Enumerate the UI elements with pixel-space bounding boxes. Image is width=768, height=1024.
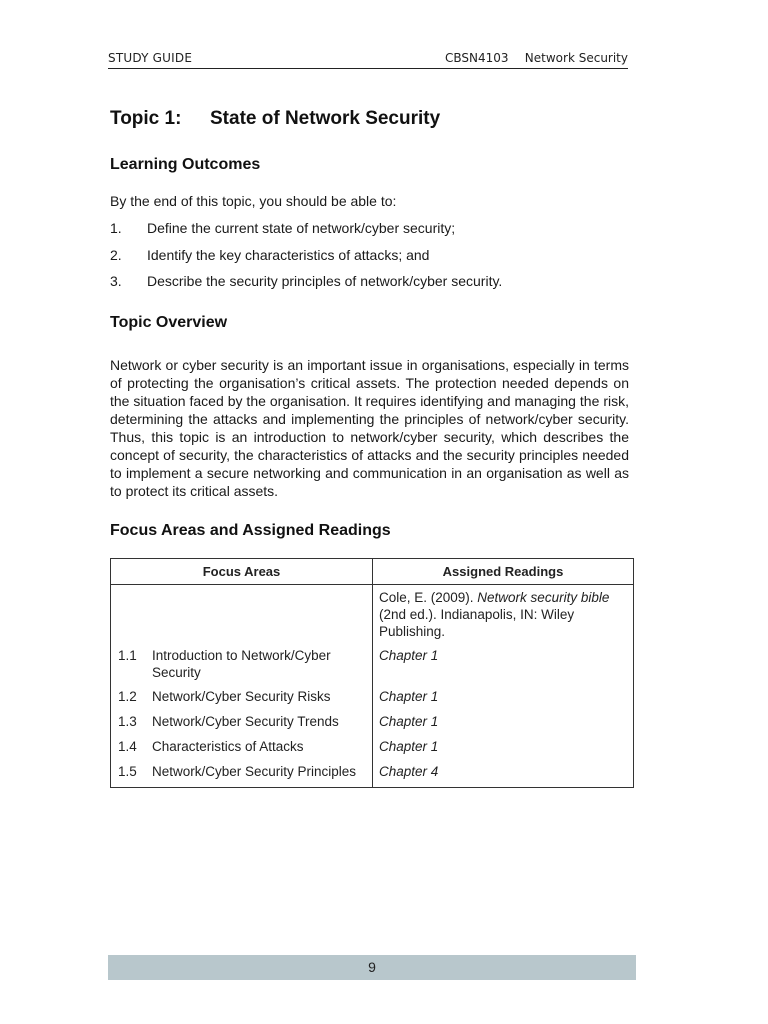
topic-name: State of Network Security xyxy=(210,108,441,129)
citation-author: Cole, E. (2009). xyxy=(379,590,478,605)
page-number: 9 xyxy=(368,959,376,975)
outcome-item xyxy=(110,247,630,274)
focus-area-row xyxy=(111,713,372,738)
outcome-number: 1. xyxy=(110,220,122,236)
topic-number: Topic 1: xyxy=(110,108,182,129)
focus-areas-cell xyxy=(111,585,373,788)
table-body-row xyxy=(111,585,634,788)
table-header-row xyxy=(111,559,634,585)
focus-area-number: 1.2 xyxy=(118,689,137,704)
focus-area-label: Characteristics of Attacks xyxy=(152,739,304,754)
focus-area-row xyxy=(111,647,372,688)
focus-areas-heading: Focus Areas and Assigned Readings xyxy=(110,522,391,539)
reading-chapter: Chapter 1 xyxy=(379,714,439,729)
outcome-number: 2. xyxy=(110,246,122,263)
focus-area-number: 1.1 xyxy=(118,648,137,663)
reading-chapter: Chapter 1 xyxy=(379,648,439,663)
citation-title: Network security bible xyxy=(477,590,610,605)
citation-publisher: (2nd ed.). Indianapolis, IN: Wiley Publishing. xyxy=(379,607,575,639)
assigned-readings-cell xyxy=(373,585,634,788)
focus-area-label: Network/Cyber Security Risks xyxy=(152,689,331,704)
reading-chapter: Chapter 1 xyxy=(379,739,439,754)
topic-title xyxy=(110,108,440,130)
focus-area-row xyxy=(111,738,372,763)
running-header xyxy=(108,50,628,69)
reading-chapter: Chapter 1 xyxy=(379,689,439,704)
outcome-text: Identify the key characteristics of attacks; and xyxy=(147,246,430,263)
outcome-text: Describe the security principles of network/cyber security. xyxy=(147,273,503,289)
topic-overview-heading: Topic Overview xyxy=(110,314,228,331)
header-course-code: CBSN4103 xyxy=(445,51,509,65)
outcome-text: Define the current state of network/cyber security; xyxy=(147,220,456,236)
column-header-focus-areas: Focus Areas xyxy=(111,559,373,585)
focus-readings-table xyxy=(110,558,634,788)
header-course-name: Network Security xyxy=(524,51,628,65)
outcome-number: 3. xyxy=(110,273,122,289)
learning-outcomes-intro: By the end of this topic, you should be able to: xyxy=(110,193,397,209)
focus-area-number: 1.5 xyxy=(118,764,137,779)
focus-area-label: Network/Cyber Security Trends xyxy=(152,714,339,729)
learning-outcomes-heading: Learning Outcomes xyxy=(110,156,261,173)
column-header-assigned-readings: Assigned Readings xyxy=(373,559,634,585)
focus-area-label: Introduction to Network/Cyber Security xyxy=(152,648,331,680)
topic-overview-paragraph: Network or cyber security is an important issue in organisations, especially in terms of protecting the organisation’s critical assets. The protection needed depends on the situation faced by the organisation. It requires identifying and managing the risk, determining the attacks and implementing the principles of network/cyber security. Thus, this topic is an introduction to network/cyber security, which describes the concept of security, the characteristics of attacks and the security principles needed to implement a secure networking and communication in an organisation as well as to protect its critical assets. xyxy=(110,357,629,499)
focus-area-number: 1.3 xyxy=(118,714,137,729)
focus-area-number: 1.4 xyxy=(118,739,137,754)
page-footer xyxy=(108,955,636,980)
spacer xyxy=(111,585,372,647)
textbook-citation xyxy=(373,585,633,647)
learning-outcomes-list xyxy=(110,220,630,300)
reading-chapter: Chapter 4 xyxy=(379,764,439,779)
focus-area-row xyxy=(111,763,372,787)
focus-area-row xyxy=(111,688,372,713)
outcome-item xyxy=(110,220,630,247)
outcome-item xyxy=(110,273,630,300)
focus-area-label: Network/Cyber Security Principles xyxy=(152,764,357,779)
header-study-guide: STUDY GUIDE xyxy=(108,51,193,65)
